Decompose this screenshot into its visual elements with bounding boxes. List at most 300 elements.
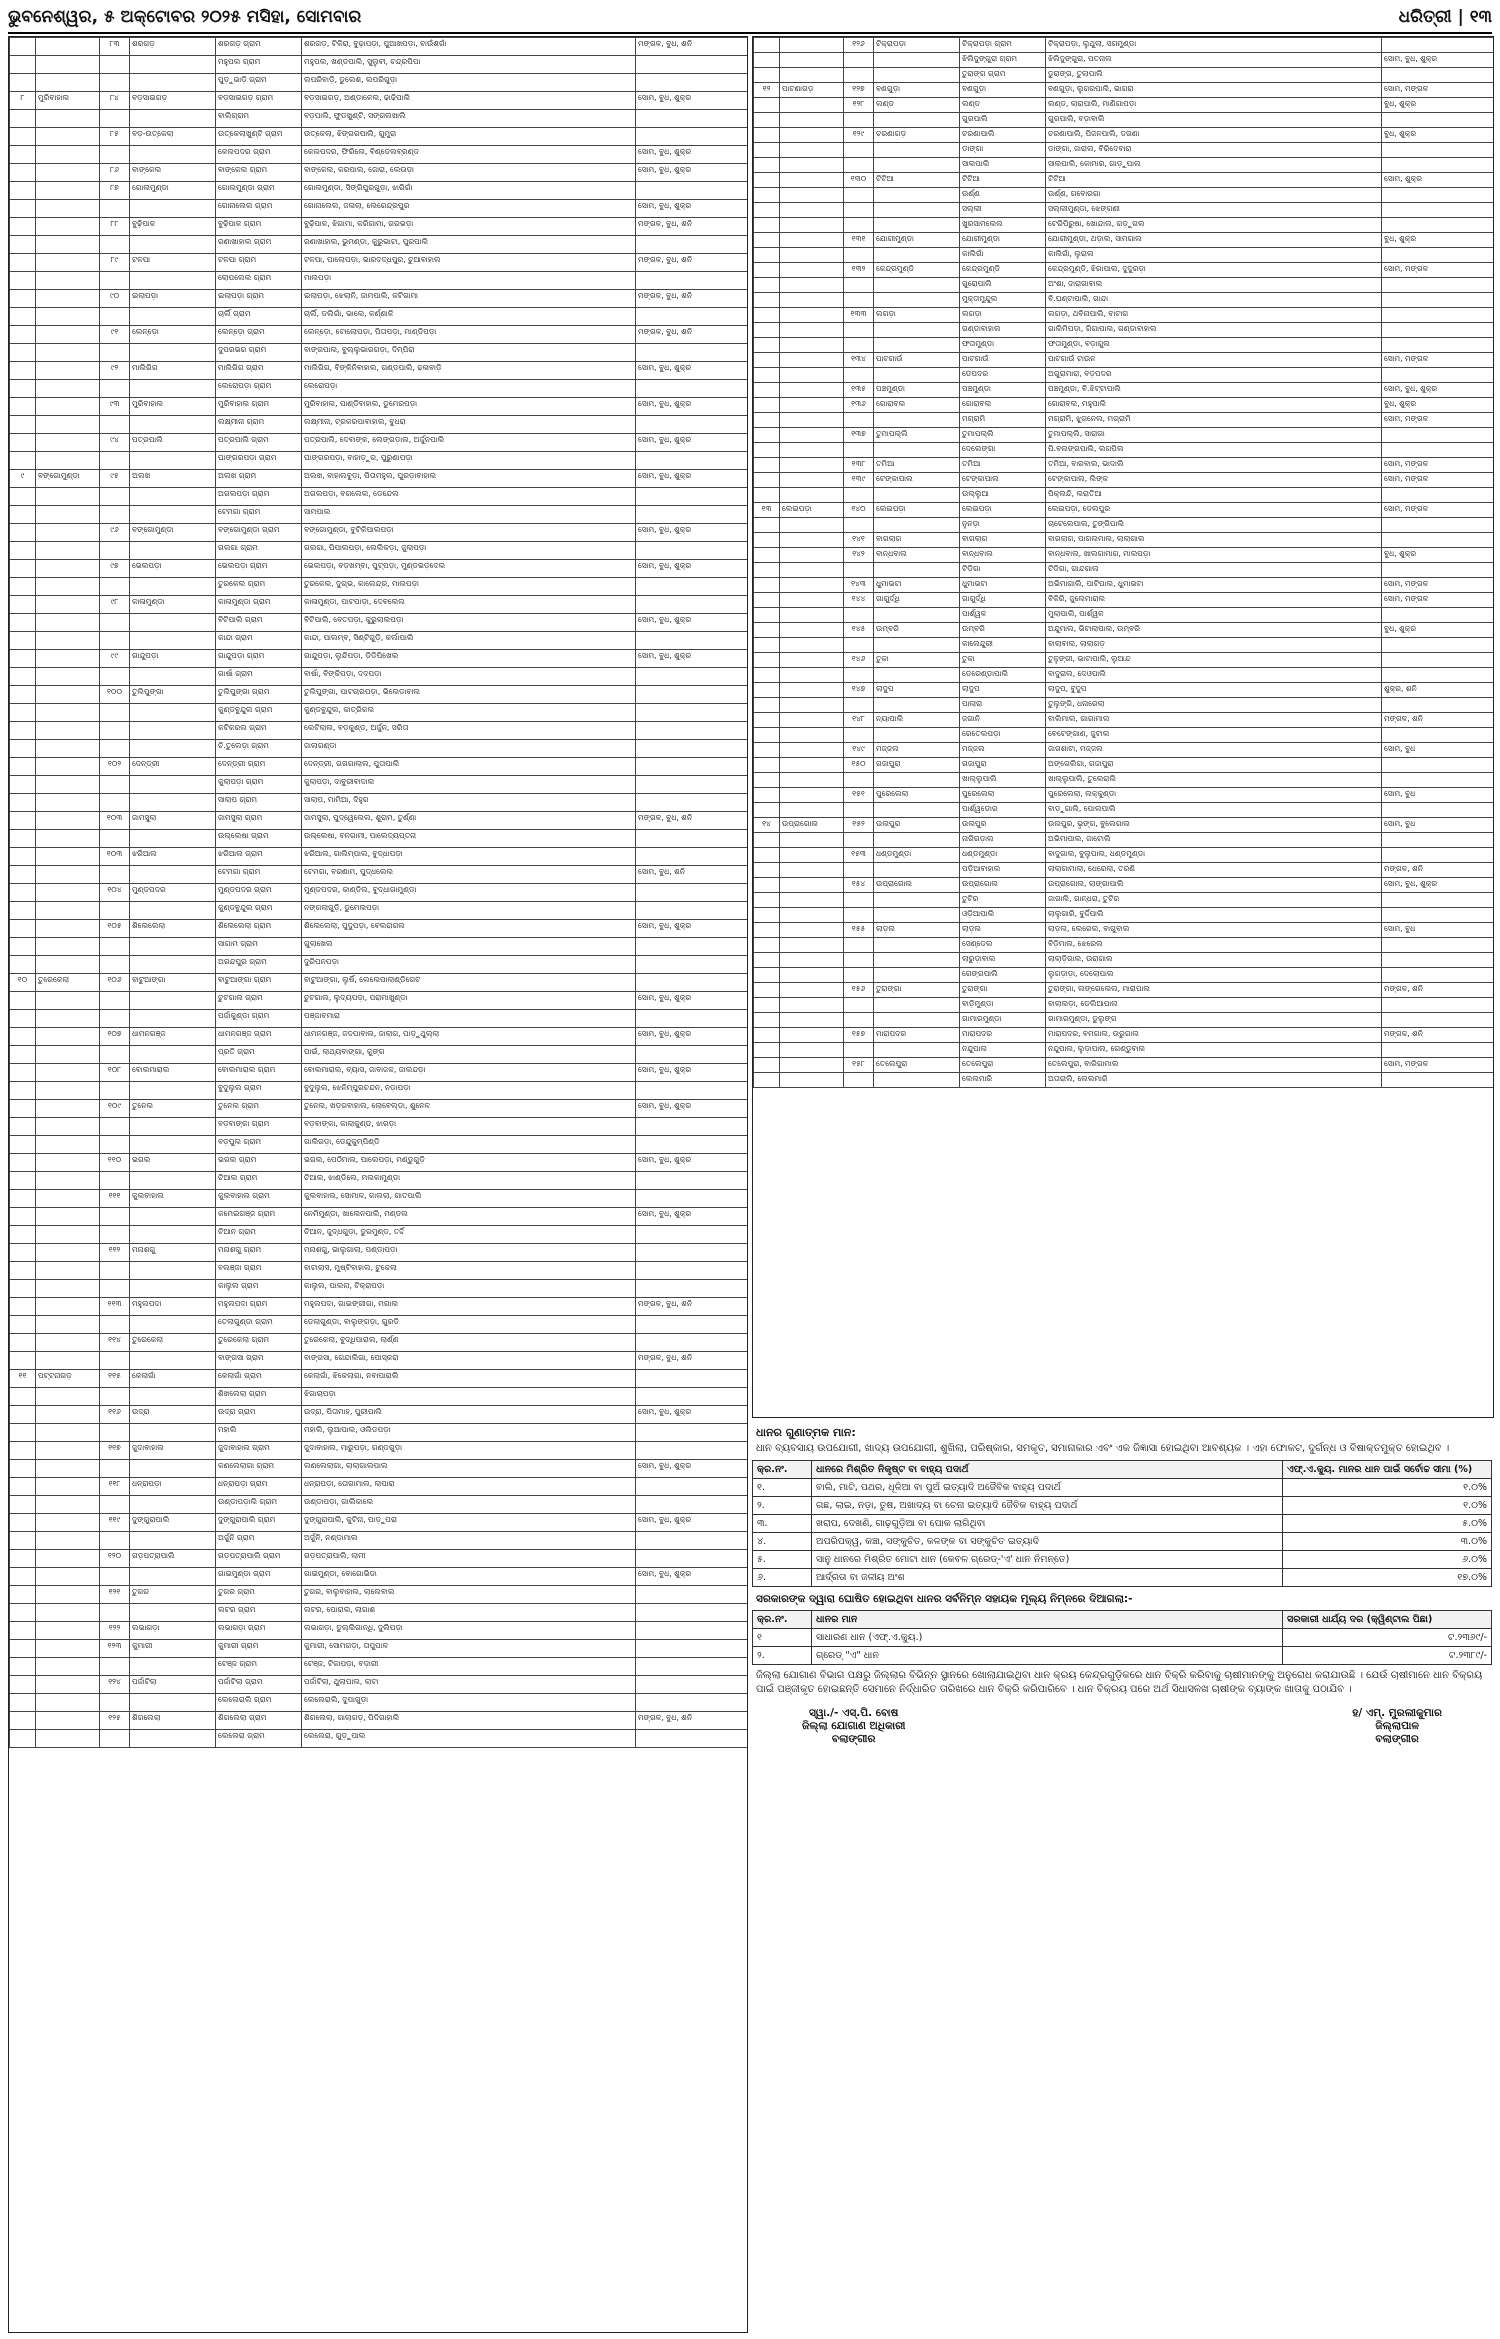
- right-table-cell-block-name: [780, 128, 844, 143]
- left-table-row: [10, 974, 748, 992]
- left-table-cell-block-name: [36, 650, 100, 668]
- left-table-cell-block-no: [10, 1046, 36, 1064]
- right-table-row: [754, 758, 1494, 773]
- right-table-cell-gp-no: ୧୫୫: [844, 923, 874, 938]
- left-table-cell-gp-name: ଶିଗଲେଲା: [130, 1712, 216, 1730]
- left-table-row: [10, 1388, 748, 1406]
- right-table-row: [754, 458, 1494, 473]
- left-table-cell-villages: ଲେରୋପଡ଼ା: [302, 380, 636, 398]
- right-table-cell-villages: ଗୋରାବଲ, ମହୁପାଲି: [1046, 398, 1382, 413]
- right-table-cell-gp-no: [844, 1013, 874, 1028]
- right-table-cell-days: [1382, 278, 1494, 293]
- left-table-cell-gp-no: ୯୨: [100, 362, 130, 380]
- left-table-cell-centre-name: ଲଭାଗଡ଼ା ଗ୍ରାମ: [216, 1622, 302, 1640]
- left-table-cell-block-name: [36, 1478, 100, 1496]
- left-table-cell-centre-name: ତୁଗର ଗ୍ରାମ: [216, 1586, 302, 1604]
- left-table-cell-gp-no: ୯୦: [100, 290, 130, 308]
- price-header-grade: ଧାନର ମାନ: [812, 1611, 1283, 1629]
- left-table-row: [10, 308, 748, 326]
- left-table-cell-gp-no: [100, 1208, 130, 1226]
- left-table-cell-gp-no: ୮୬: [100, 164, 130, 182]
- left-table-cell-days: ସୋମ, ବୁଧ, ଶୁକ୍ର: [636, 1406, 748, 1424]
- left-table-cell-gp-no: ୯୬: [100, 524, 130, 542]
- left-table-cell-gp-no: ୧୧୬: [100, 1406, 130, 1424]
- left-table-cell-block-name: [36, 272, 100, 290]
- left-table-cell-villages: ଇଲାପଡ଼ା, ଝେଲାନି, ଜାମପାଲି, କଟିଗାମା: [302, 290, 636, 308]
- right-table-row: [754, 1058, 1494, 1073]
- left-table-cell-gp-name: [130, 542, 216, 560]
- left-table-cell-gp-name: ମୁରିବାହାଲ: [130, 398, 216, 416]
- left-table-cell-days: [636, 938, 748, 956]
- left-table-cell-gp-name: [130, 344, 216, 362]
- right-table-cell-centre-name: ଲାଦୁପ: [960, 683, 1046, 698]
- right-table-row: [754, 803, 1494, 818]
- right-table-cell-block-name: [780, 608, 844, 623]
- left-table-cell-days: [636, 272, 748, 290]
- right-table-cell-centre-name: ଗୁରପାଲି: [960, 113, 1046, 128]
- right-table-cell-centre-name: କାଲେନ୍ଦୁରୀ: [960, 638, 1046, 653]
- right-table-row: [754, 833, 1494, 848]
- left-table-cell-block-name: ବଙ୍ଗୋମୁଣ୍ଡା: [36, 470, 100, 488]
- right-table-cell-gp-name: ଉଲପୁର: [874, 818, 960, 833]
- left-table-row: [10, 146, 748, 164]
- right-table-row: [754, 128, 1494, 143]
- left-table-cell-block-name: [36, 1136, 100, 1154]
- left-table-cell-gp-name: [130, 1280, 216, 1298]
- left-table-cell-gp-no: [100, 272, 130, 290]
- right-table-cell-block-no: ୧୨: [754, 83, 780, 98]
- left-table-row: [10, 1316, 748, 1334]
- left-table-row: [10, 1172, 748, 1190]
- left-table-cell-block-no: [10, 1172, 36, 1190]
- left-table-row: [10, 1280, 748, 1298]
- left-table-cell-villages: କୁଲବାହାଲ, ସୋମାଳ, କାଲଲା, ଗାତପାଲି: [302, 1190, 636, 1208]
- right-table-cell-block-name: [780, 998, 844, 1013]
- right-table-cell-days: [1382, 563, 1494, 578]
- left-table-cell-block-no: [10, 1622, 36, 1640]
- left-table-cell-days: [636, 1604, 748, 1622]
- right-table-cell-days: [1382, 293, 1494, 308]
- right-table-cell-gp-no: ୧୩୩: [844, 308, 874, 323]
- price-header-rate: ସରକାରୀ ଧାର୍ଯ୍ୟ ଦର (କ୍ୱିଣ୍ଟାଲ ପିଛା): [1283, 1611, 1492, 1629]
- left-table-cell-centre-name: ଭେଲପଡ଼ା ଗ୍ରାମ: [216, 560, 302, 578]
- left-table-cell-gp-no: [100, 1262, 130, 1280]
- quality-cell: ସାନୁ ଧାନରେ ମିଶ୍ରିତ ମୋଟା ଧାନ (କେବଳ ଗ୍ରେଡ୍-'ଏ' ଧାନ ନିମନ୍ତେ): [812, 1551, 1283, 1569]
- left-table-cell-days: [636, 830, 748, 848]
- right-table-cell-centre-name: ପୁରେଲେଲା: [960, 788, 1046, 803]
- signature-right-title: ଜିଲ୍ଲାପାଳ: [1375, 1720, 1419, 1732]
- left-table-cell-villages: ମହୁପଲ, ଖଣ୍ଡପାଲି, ସୁଲୁବୀ, ଚନ୍ଦ୍ରପିପା: [302, 56, 636, 74]
- left-table-cell-gp-name: ଲଭାଗଡ଼ା: [130, 1622, 216, 1640]
- left-table-cell-gp-name: [130, 632, 216, 650]
- right-table-cell-centre-name: ଗାଗୁର୍ଦ୍ଧି: [960, 593, 1046, 608]
- right-table-cell-gp-no: [844, 368, 874, 383]
- left-table-cell-centre-name: କଣଲେଲାଗା ଗ୍ରାମ: [216, 1460, 302, 1478]
- left-table-cell-block-no: [10, 56, 36, 74]
- price-table: [752, 1610, 1492, 1665]
- left-table-cell-gp-name: [130, 1208, 216, 1226]
- left-table-cell-villages: ଶିଲେଲେଲା, ପୁଦୁପଡ଼ା, ବେଲରାଗଲ: [302, 920, 636, 938]
- left-table-cell-block-no: [10, 794, 36, 812]
- right-table-cell-block-name: [780, 743, 844, 758]
- right-table-cell-days: ସୋମ, ମଙ୍ଗଳ: [1382, 503, 1494, 518]
- left-table-cell-gp-name: [130, 56, 216, 74]
- right-table-cell-gp-no: [844, 563, 874, 578]
- quality-cell: ୧.: [753, 1479, 812, 1497]
- quality-row: [753, 1569, 1492, 1587]
- left-table-cell-villages: ବୁଦୁଲୁଲ, ଝେନିମ୍ପୁରଚନ୍ଦନ, ନଡ଼ାପଡ଼ା: [302, 1082, 636, 1100]
- right-table-cell-villages: ଅଂଶା, ଦାରାଗାବାଲ: [1046, 278, 1382, 293]
- left-table-cell-gp-name: [130, 1316, 216, 1334]
- left-table-cell-days: ସୋମ, ବୁଧ, ଶନି: [636, 866, 748, 884]
- left-table-cell-block-no: [10, 434, 36, 452]
- right-table-cell-gp-no: [844, 218, 874, 233]
- right-table-cell-gp-no: ୧୫୭: [844, 1028, 874, 1043]
- left-table-cell-block-name: [36, 308, 100, 326]
- left-table-cell-block-name: [36, 1010, 100, 1028]
- left-table-cell-block-name: [36, 1244, 100, 1262]
- right-table-row: [754, 578, 1494, 593]
- left-table-cell-block-name: ପଟ୍ଟନାଗଡ଼: [36, 1370, 100, 1388]
- right-table-row: [754, 623, 1494, 638]
- right-table-cell-centre-name: ଓଡ଼ିଆପାଲି: [960, 908, 1046, 923]
- right-table-cell-days: ବୁଧ, ଶୁକ୍ର: [1382, 398, 1494, 413]
- right-table-cell-gp-name: [874, 323, 960, 338]
- right-table-cell-gp-name: [874, 113, 960, 128]
- left-table-cell-gp-no: [100, 794, 130, 812]
- left-table-cell-block-name: [36, 1442, 100, 1460]
- left-table-cell-centre-name: କୁଲବାହାଲ ଗ୍ରାମ: [216, 1190, 302, 1208]
- left-table-cell-days: [636, 740, 748, 758]
- right-table-cell-gp-name: ଗୋରାବଲ: [874, 398, 960, 413]
- right-table-cell-gp-name: ଧଣ୍ଡମୁଣ୍ଡା: [874, 848, 960, 863]
- left-table-cell-centre-name: ଗାର୍ଷା ଗ୍ରାମ: [216, 668, 302, 686]
- left-table-row: [10, 686, 748, 704]
- right-table-cell-villages: ବାଲାଲଡ଼ା, ଡେଲିଆପାଲ: [1046, 998, 1382, 1013]
- left-table-cell-block-no: [10, 38, 36, 56]
- right-table-cell-gp-no: [844, 908, 874, 923]
- right-table-cell-block-name: [780, 143, 844, 158]
- left-table-cell-block-no: [10, 560, 36, 578]
- left-table-cell-gp-name: [130, 1010, 216, 1028]
- left-table-cell-days: [636, 1532, 748, 1550]
- left-table-cell-gp-name: ଶିଲେଲେଲା: [130, 920, 216, 938]
- left-table-cell-gp-name: [130, 1496, 216, 1514]
- left-table-cell-block-no: [10, 1244, 36, 1262]
- left-table-row: [10, 1730, 748, 1748]
- quality-cell: ୬.୦%: [1283, 1551, 1492, 1569]
- right-table-cell-block-name: [780, 758, 844, 773]
- right-table-row: [754, 1073, 1494, 1088]
- left-table-cell-gp-name: ଝରିଆଲ: [130, 848, 216, 866]
- left-table-cell-villages: ବାଙ୍ଗସା, ଗେନ୍ଦାଲିଗା, ପୋସ୍କରା: [302, 1352, 636, 1370]
- price-cell: ୧: [753, 1629, 812, 1647]
- left-table-row: [10, 704, 748, 722]
- left-table-row: [10, 1406, 748, 1424]
- left-table-cell-villages: ଗୁଲାଖେଲ: [302, 938, 636, 956]
- left-table-cell-block-name: [36, 848, 100, 866]
- right-table-cell-days: [1382, 968, 1494, 983]
- right-table-cell-villages: ବିଡ଼ିମାଲ, ଝେରେଲ: [1046, 938, 1382, 953]
- right-table-cell-block-no: [754, 293, 780, 308]
- left-table-row: [10, 740, 748, 758]
- left-table-cell-gp-no: [100, 1172, 130, 1190]
- left-table-cell-days: ସୋମ, ବୁଧ, ଶୁକ୍ର: [636, 1514, 748, 1532]
- right-table-cell-gp-no: ୧୪୧: [844, 533, 874, 548]
- left-table-cell-centre-name: ବଡ଼ପୁଲ ଗ୍ରାମ: [216, 1136, 302, 1154]
- right-table-cell-days: [1382, 323, 1494, 338]
- right-table-cell-centre-name: ଟିକ୍ରାପଡ଼ା ଗ୍ରାମ: [960, 38, 1046, 53]
- right-table-cell-gp-name: ଲାଦୁପ: [874, 683, 960, 698]
- left-table-cell-villages: ଟେଞ୍ଜ, ଟିକାପଡ଼ା, ବଡ଼ାରୀ: [302, 1658, 636, 1676]
- left-table-cell-villages: ଚିଆଲ, ଝାଣ୍ଡିଲେ, ମଲକାମୁଣ୍ଡା: [302, 1172, 636, 1190]
- right-table-cell-days: [1382, 428, 1494, 443]
- left-table-row: [10, 1208, 748, 1226]
- left-table-cell-gp-no: ୯୪: [100, 434, 130, 452]
- right-table-cell-gp-name: [874, 668, 960, 683]
- right-table-cell-days: [1382, 113, 1494, 128]
- right-table-cell-villages: ଲଣ୍ଡ, ଲାରାପାଲି, ମାଣିଗାପଡ଼ା: [1046, 98, 1382, 113]
- left-table-cell-days: ସୋମ, ବୁଧ, ଶୁକ୍ର: [636, 146, 748, 164]
- left-table-cell-block-no: [10, 650, 36, 668]
- left-table-cell-block-no: [10, 524, 36, 542]
- right-table-cell-gp-name: ଉପ୍ରାଗୋଲ: [874, 878, 960, 893]
- left-table-cell-days: [636, 902, 748, 920]
- left-table-cell-villages: ତୁଲିପୁଙ୍ଗା, ପାଟଚାରପଡ଼ା, ଭିଲେଡାବାଲ: [302, 686, 636, 704]
- left-table-cell-days: [636, 1550, 748, 1568]
- right-table-cell-block-no: [754, 203, 780, 218]
- left-table-cell-block-name: [36, 236, 100, 254]
- right-table-cell-block-no: [754, 953, 780, 968]
- left-table-cell-centre-name: କାଲୁଲ ଗ୍ରାମ: [216, 1280, 302, 1298]
- right-table-cell-gp-no: [844, 998, 874, 1013]
- left-table-row: [10, 236, 748, 254]
- left-table-cell-villages: ଉତ୍କେଲା, ଝିଙ୍ଗରପାଲି, ଗୁମୁରା: [302, 128, 636, 146]
- left-table-cell-days: [636, 1262, 748, 1280]
- right-table-cell-villages: ଅଗୁରାମାରା, ବଡ଼ପଦର: [1046, 368, 1382, 383]
- right-table-cell-gp-no: ୧୫୨: [844, 818, 874, 833]
- right-table-cell-days: ମଙ୍ଗଳ, ଶନି: [1382, 863, 1494, 878]
- right-table-cell-villages: ଲେଇପଡ଼ା, ଡେଲପୁର: [1046, 503, 1382, 518]
- right-table-cell-gp-name: [874, 443, 960, 458]
- left-table-cell-villages: ଟଳପା, ପାଲୋପଡ଼ା, ଭାରଦଦ୍ଧପୁର, ଚୁଆବାହାଲ: [302, 254, 636, 272]
- left-table-cell-gp-no: [100, 722, 130, 740]
- left-table-cell-gp-name: ଉଦ୍ରା: [130, 1406, 216, 1424]
- left-table-cell-gp-name: [130, 830, 216, 848]
- right-table-cell-days: ଶୁକ୍ର, ଶନି: [1382, 683, 1494, 698]
- price-cell: ଟ.୨୩୬୯/-: [1283, 1629, 1492, 1647]
- left-table-cell-block-name: [36, 1604, 100, 1622]
- left-table-cell-gp-no: ୧୦୩: [100, 848, 130, 866]
- left-table-row: [10, 326, 748, 344]
- left-table-cell-block-name: [36, 1316, 100, 1334]
- right-table-cell-block-name: [780, 413, 844, 428]
- left-table-cell-block-no: [10, 308, 36, 326]
- right-table-row: [754, 953, 1494, 968]
- right-table-cell-block-no: [754, 68, 780, 83]
- left-table-cell-gp-name: [130, 902, 216, 920]
- left-table-cell-gp-name: କାଳାମୁଣ୍ଡା: [130, 596, 216, 614]
- left-table-cell-block-name: [36, 1550, 100, 1568]
- signature-right-place: ବଲାଙ୍ଗୀର: [1375, 1733, 1419, 1745]
- left-table-cell-villages: ଦୁଙ୍ଗୁରାପାଲି, କୁଟିନା, ପାଡ଼ୁପରା: [302, 1514, 636, 1532]
- right-table-cell-villages: ବାଗଲାଗ, ପାଗଲମାଲ, ଲାଲାଗାଲ: [1046, 533, 1382, 548]
- left-table-cell-block-name: [36, 992, 100, 1010]
- left-table-cell-block-no: [10, 686, 36, 704]
- left-table-row: [10, 1190, 748, 1208]
- right-table-cell-block-name: [780, 173, 844, 188]
- right-table-cell-gp-no: [844, 518, 874, 533]
- signature-left-name: ସ୍ୱା./- ଏସ୍.ପି. ବୋଷ: [809, 1707, 899, 1719]
- right-table-cell-gp-no: [844, 113, 874, 128]
- right-table-cell-block-name: [780, 293, 844, 308]
- right-table-cell-block-name: [780, 218, 844, 233]
- left-table-cell-villages: ଅର୍ଜୁନି, ନଣ୍ଡାମାଲ: [302, 1532, 636, 1550]
- left-table-cell-days: [636, 1658, 748, 1676]
- left-table-cell-days: [636, 1280, 748, 1298]
- left-table-cell-block-no: [10, 254, 36, 272]
- signature-left-title: ଜିଲ୍ଲା ଯୋଗାଣ ଅଧିକାରୀ: [802, 1720, 906, 1732]
- left-table-cell-days: ସୋମ, ବୁଧ, ଶୁକ୍ର: [636, 164, 748, 182]
- left-table-cell-gp-name: ମୁଣ୍ଡପଦର: [130, 884, 216, 902]
- left-table-cell-days: [636, 1640, 748, 1658]
- right-table-cell-villages: ତୁମାପଲ୍ଲି, ସାରାଗା: [1046, 428, 1382, 443]
- left-table-cell-centre-name: ଉତ୍କେଲାଖୁଣ୍ଟି ଗ୍ରାମ: [216, 128, 302, 146]
- right-table-cell-gp-name: ଟେଙ୍କାପାଲ: [874, 473, 960, 488]
- left-table-cell-gp-no: [100, 866, 130, 884]
- right-table-cell-centre-name: ଉଲପୁର: [960, 818, 1046, 833]
- right-table-row: [754, 473, 1494, 488]
- right-table-cell-villages: ପାଟଗାଉଁ ଟାଉନ: [1046, 353, 1382, 368]
- right-table-row: [754, 938, 1494, 953]
- signature-left: [802, 1707, 905, 1746]
- right-table-cell-days: [1382, 143, 1494, 158]
- left-table-cell-gp-name: [130, 722, 216, 740]
- right-table-cell-block-no: [754, 1028, 780, 1043]
- left-table-cell-gp-name: ଧାମନଗଞ୍ଜ: [130, 1028, 216, 1046]
- left-table-row: [10, 1334, 748, 1352]
- left-table-cell-block-no: [10, 1388, 36, 1406]
- quality-row: [753, 1515, 1492, 1533]
- right-table-cell-block-name: [780, 683, 844, 698]
- left-table-cell-gp-no: [100, 704, 130, 722]
- left-table-row: [10, 182, 748, 200]
- quality-cell: ୧୭.୦%: [1283, 1569, 1492, 1587]
- left-table-cell-villages: ମୁଣ୍ଡପଦର, କାଣ୍ଡିଲ, ବୁଦ୍ଧାଗାମୁଣ୍ଡା: [302, 884, 636, 902]
- left-table-cell-block-no: [10, 362, 36, 380]
- right-table-cell-block-name: [780, 68, 844, 83]
- right-table-cell-villages: ଲୁଗଡ଼ାଡ଼ା, ଦେଲୋପାଲ: [1046, 968, 1382, 983]
- right-table-cell-block-name: [780, 248, 844, 263]
- left-table-cell-block-no: [10, 722, 36, 740]
- left-table-cell-gp-no: ୧୧୪: [100, 1334, 130, 1352]
- left-table-cell-gp-no: ୯୭: [100, 560, 130, 578]
- left-table-cell-block-name: [36, 38, 100, 56]
- left-table-cell-days: [636, 1010, 748, 1028]
- right-table-cell-gp-no: [844, 833, 874, 848]
- right-table-cell-gp-name: [874, 563, 960, 578]
- left-table-cell-block-no: ୯: [10, 470, 36, 488]
- left-table-cell-gp-no: [100, 1730, 130, 1748]
- right-table-cell-gp-name: [874, 218, 960, 233]
- right-table-cell-block-no: [754, 548, 780, 563]
- left-table-cell-villages: କାନ୍ଦା, ପାଲମ୍ବ, ସିଣ୍ଟିଗୁଡ଼ି, କର୍ଲାପାଲି: [302, 632, 636, 650]
- signature-right-name: ହ/ ଏମ୍. ମୁରଲୀକୁମାର: [1352, 1707, 1442, 1719]
- right-table-cell-villages: ଡୁରାଙ୍ଗ, ତୁଲାପାଲି: [1046, 68, 1382, 83]
- left-table-cell-gp-name: ମାଲିଗିଗ: [130, 362, 216, 380]
- right-table-cell-block-no: [754, 443, 780, 458]
- right-table-cell-days: [1382, 893, 1494, 908]
- left-table-cell-days: ସୋମ, ବୁଧ, ଶୁକ୍ର: [636, 362, 748, 380]
- left-table-cell-gp-name: ମହୁଲପଦା: [130, 1298, 216, 1316]
- right-table-cell-block-no: [754, 233, 780, 248]
- signature-block: [802, 1707, 1442, 1746]
- right-table-cell-gp-no: [844, 68, 874, 83]
- left-table-cell-block-no: [10, 1460, 36, 1478]
- left-table-cell-villages: କାଲୁଲ, ପାଲନା, ଟିକ୍ରାପଡ଼ା: [302, 1280, 636, 1298]
- left-table-cell-gp-no: ୧୨୨: [100, 1622, 130, 1640]
- left-table-row: [10, 1658, 748, 1676]
- right-table-cell-gp-name: [874, 953, 960, 968]
- right-table-row: [754, 53, 1494, 68]
- right-table-cell-centre-name: ସଲ୍ଲୀ: [960, 203, 1046, 218]
- left-table-cell-gp-no: [100, 1604, 130, 1622]
- left-table-cell-block-no: [10, 902, 36, 920]
- right-table-cell-block-name: [780, 278, 844, 293]
- right-table-cell-block-no: [754, 983, 780, 998]
- left-table-cell-block-no: ୮: [10, 92, 36, 110]
- left-table-cell-block-no: [10, 1496, 36, 1514]
- left-table-cell-block-no: [10, 1010, 36, 1028]
- left-table-cell-block-no: [10, 1118, 36, 1136]
- right-table-cell-block-name: [780, 1058, 844, 1073]
- right-table-cell-days: [1382, 908, 1494, 923]
- left-table-cell-days: [636, 1244, 748, 1262]
- left-table-cell-days: ସୋମ, ବୁଧ, ଶୁକ୍ର: [636, 1028, 748, 1046]
- right-table-cell-days: ସୋମ, ବୁଧ: [1382, 818, 1494, 833]
- left-table-cell-gp-name: [130, 272, 216, 290]
- right-table-cell-centre-name: ପାଟଗାଉଁ: [960, 353, 1046, 368]
- right-table-row: [754, 338, 1494, 353]
- left-table-cell-villages: ପତ୍ରପାଲି, ଦେବାଙ୍କ, ଲେଙ୍ଗଡ଼ାଲ, ଅର୍ଜୁନପାଲି: [302, 434, 636, 452]
- right-table-cell-gp-no: ୧୨୭: [844, 83, 874, 98]
- left-table-cell-block-name: [36, 542, 100, 560]
- quality-cell: ୬.: [753, 1569, 812, 1587]
- right-table-cell-days: ମଙ୍ଗଳ, ଶନି: [1382, 1028, 1494, 1043]
- left-table-cell-gp-no: [100, 632, 130, 650]
- left-table-cell-centre-name: ଲୋପଲେଲ ଗ୍ରାମ: [216, 272, 302, 290]
- right-table-cell-villages: ଅଙ୍ଗେଲିଗା, ଗଜାପୁରା: [1046, 758, 1382, 773]
- right-table-cell-block-name: [780, 878, 844, 893]
- right-table-cell-block-no: [754, 1013, 780, 1028]
- right-table-cell-block-name: ପାଟଣାଗଡ଼: [780, 83, 844, 98]
- left-table-cell-villages: ମହାଲି, ଲୁଆପାଲ, ଓଲିଡପଡ଼ା: [302, 1424, 636, 1442]
- left-table-cell-centre-name: କୁଲାପଡ଼ା ଗ୍ରାମ: [216, 776, 302, 794]
- left-table-cell-block-name: [36, 416, 100, 434]
- left-table-row: [10, 38, 748, 56]
- right-table-cell-block-name: [780, 1043, 844, 1058]
- right-table-cell-centre-name: ପାର୍ଶ୍ୱଡୋର: [960, 803, 1046, 818]
- right-table-row: [754, 173, 1494, 188]
- right-table-cell-villages: ବାଦୁଗାଲ, ବୁଲୁପାଲ, ଧଣ୍ଡମୁଣ୍ଡା: [1046, 848, 1382, 863]
- left-table-cell-days: [636, 182, 748, 200]
- left-table-cell-gp-no: [100, 308, 130, 326]
- left-table-cell-villages: ବିଟିପାଲି, ବେତପଡ଼ା, କୁରୁଲାଲପଡ଼ା: [302, 614, 636, 632]
- right-table-cell-block-no: [754, 428, 780, 443]
- right-table-cell-days: [1382, 728, 1494, 743]
- right-table-cell-centre-name: ନନ୍ଦୁପାଲ: [960, 1043, 1046, 1058]
- left-table-row: [10, 722, 748, 740]
